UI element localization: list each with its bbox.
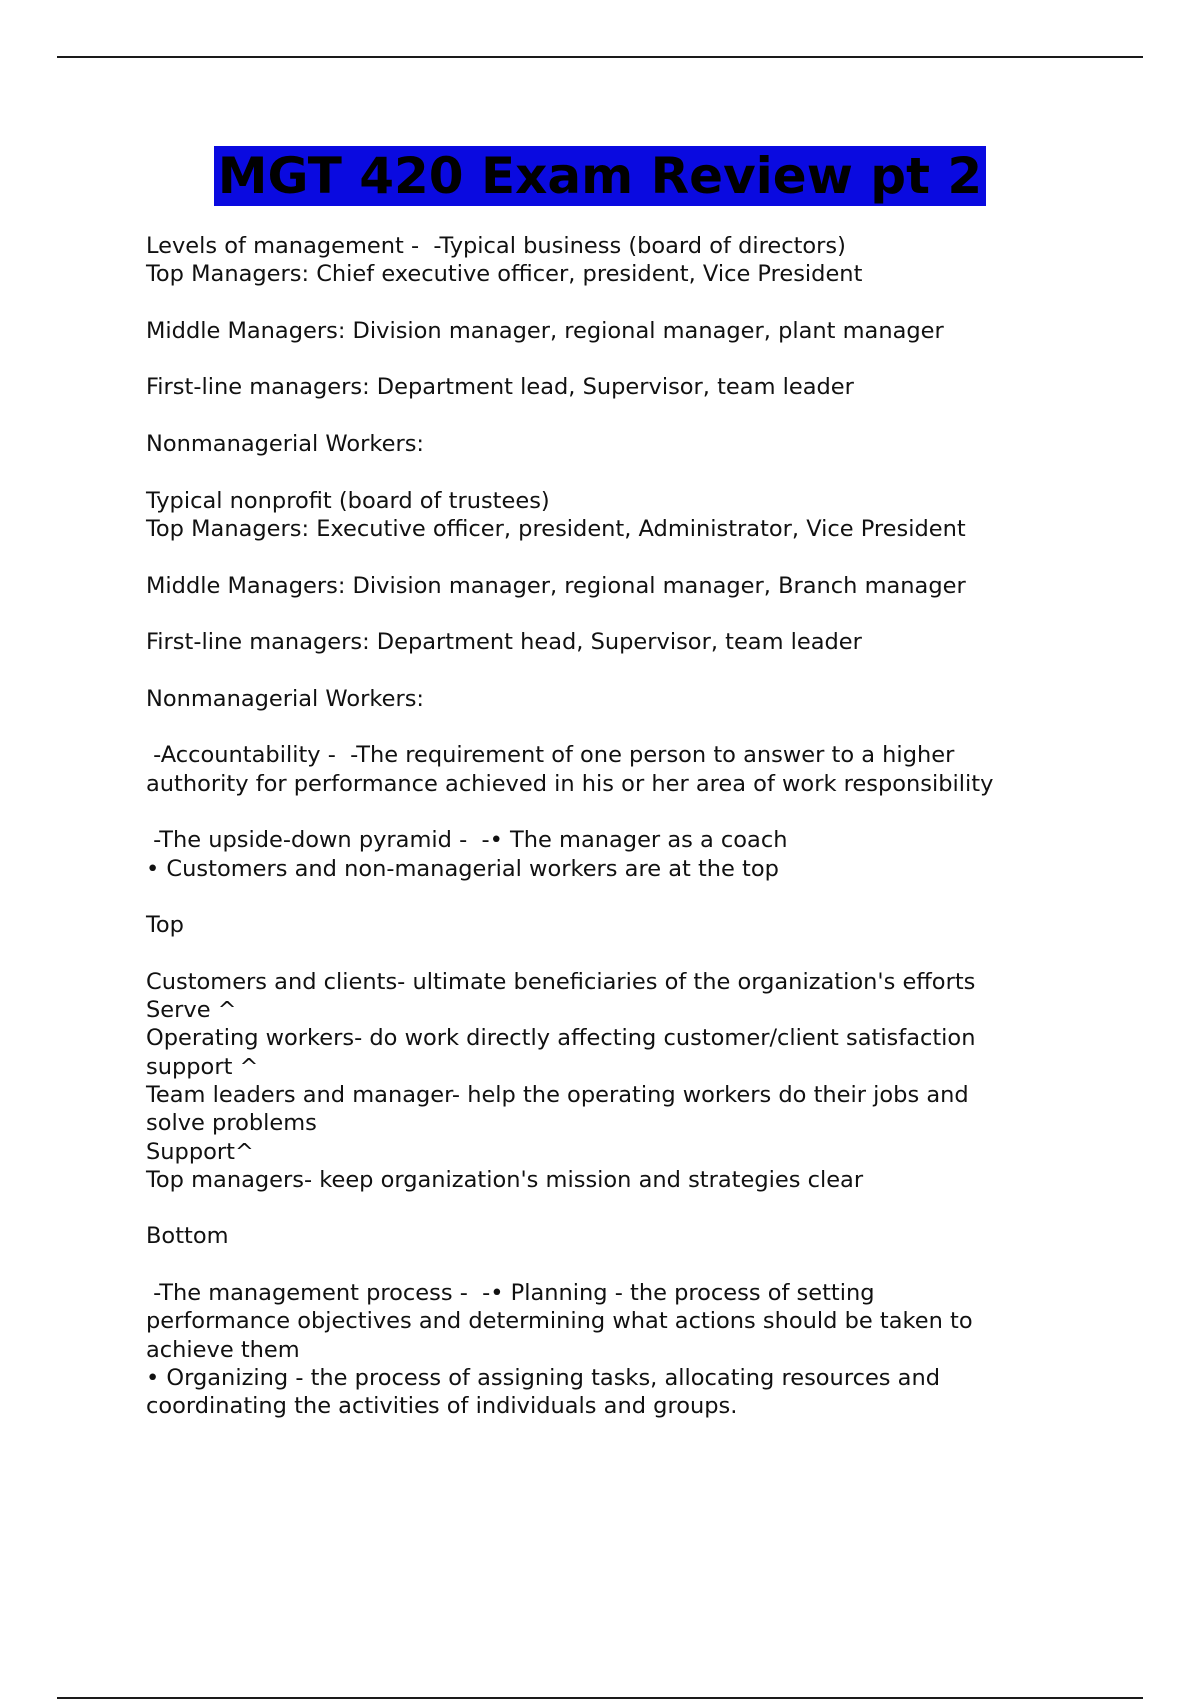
text-line: Serve ^ <box>146 997 237 1024</box>
text-line: authority for performance achieved in his or her area of work responsibility <box>146 770 994 797</box>
text-line: Support^ <box>146 1138 254 1165</box>
blank-line <box>146 1194 1076 1222</box>
blank-line <box>146 713 1076 741</box>
text-line: Operating workers- do work directly affecting customer/client satisfaction <box>146 1025 976 1052</box>
text-line: performance objectives and determining what actions should be taken to <box>146 1308 973 1335</box>
text-line: -Accountability - -The requirement of one person to answer to a higher <box>146 742 955 769</box>
top-rule <box>57 56 1143 58</box>
text-line: Bottom <box>146 1223 229 1250</box>
blank-line <box>146 600 1076 628</box>
text-line: achieve them <box>146 1336 300 1363</box>
text-line: First-line managers: Department lead, Supervisor, team leader <box>146 374 854 401</box>
blank-line <box>146 543 1076 571</box>
text-line: Nonmanagerial Workers: <box>146 431 424 458</box>
blank-line <box>146 1251 1076 1279</box>
text-line: Levels of management - -Typical business (board of directors) <box>146 233 846 259</box>
text-line: First-line managers: Department head, Supervisor, team leader <box>146 629 862 656</box>
blank-line <box>146 289 1076 317</box>
text-line: coordinating the activities of individuals and groups. <box>146 1393 738 1420</box>
text-line: Top Managers: Executive officer, president, Administrator, Vice President <box>146 515 966 542</box>
blank-line <box>146 656 1076 684</box>
blank-line <box>146 883 1076 911</box>
text-line: Top managers- keep organization's mission and strategies clear <box>146 1166 864 1193</box>
text-line: • Customers and non-managerial workers are at the top <box>146 855 779 882</box>
text-line: -The upside-down pyramid - -• The manager as a coach <box>146 827 788 854</box>
text-line: -The management process - -• Planning - the process of setting <box>146 1279 875 1306</box>
blank-line <box>146 402 1076 430</box>
blank-line <box>146 939 1076 967</box>
text-line: Nonmanagerial Workers: <box>146 685 424 712</box>
text-line: Middle Managers: Division manager, regional manager, Branch manager <box>146 572 966 599</box>
text-line: Typical nonprofit (board of trustees) <box>146 487 550 514</box>
blank-line <box>146 458 1076 486</box>
text-line: • Organizing - the process of assigning tasks, allocating resources and <box>146 1364 940 1391</box>
text-line: Top <box>146 912 184 939</box>
text-line: support ^ <box>146 1053 259 1080</box>
text-line: Customers and clients- ultimate beneficiaries of the organization's efforts <box>146 968 976 995</box>
text-line: Team leaders and manager- help the operating workers do their jobs and <box>146 1081 969 1108</box>
text-line: Top Managers: Chief executive officer, president, Vice President <box>146 261 863 288</box>
bottom-rule <box>57 1697 1143 1699</box>
text-line: solve problems <box>146 1110 317 1137</box>
text-line: Middle Managers: Division manager, regional manager, plant manager <box>146 317 944 344</box>
document-body <box>146 232 1076 1420</box>
title-container <box>0 146 1200 206</box>
blank-line <box>146 345 1076 373</box>
blank-line <box>146 798 1076 826</box>
document-title: MGT 420 Exam Review pt 2 <box>214 146 986 206</box>
